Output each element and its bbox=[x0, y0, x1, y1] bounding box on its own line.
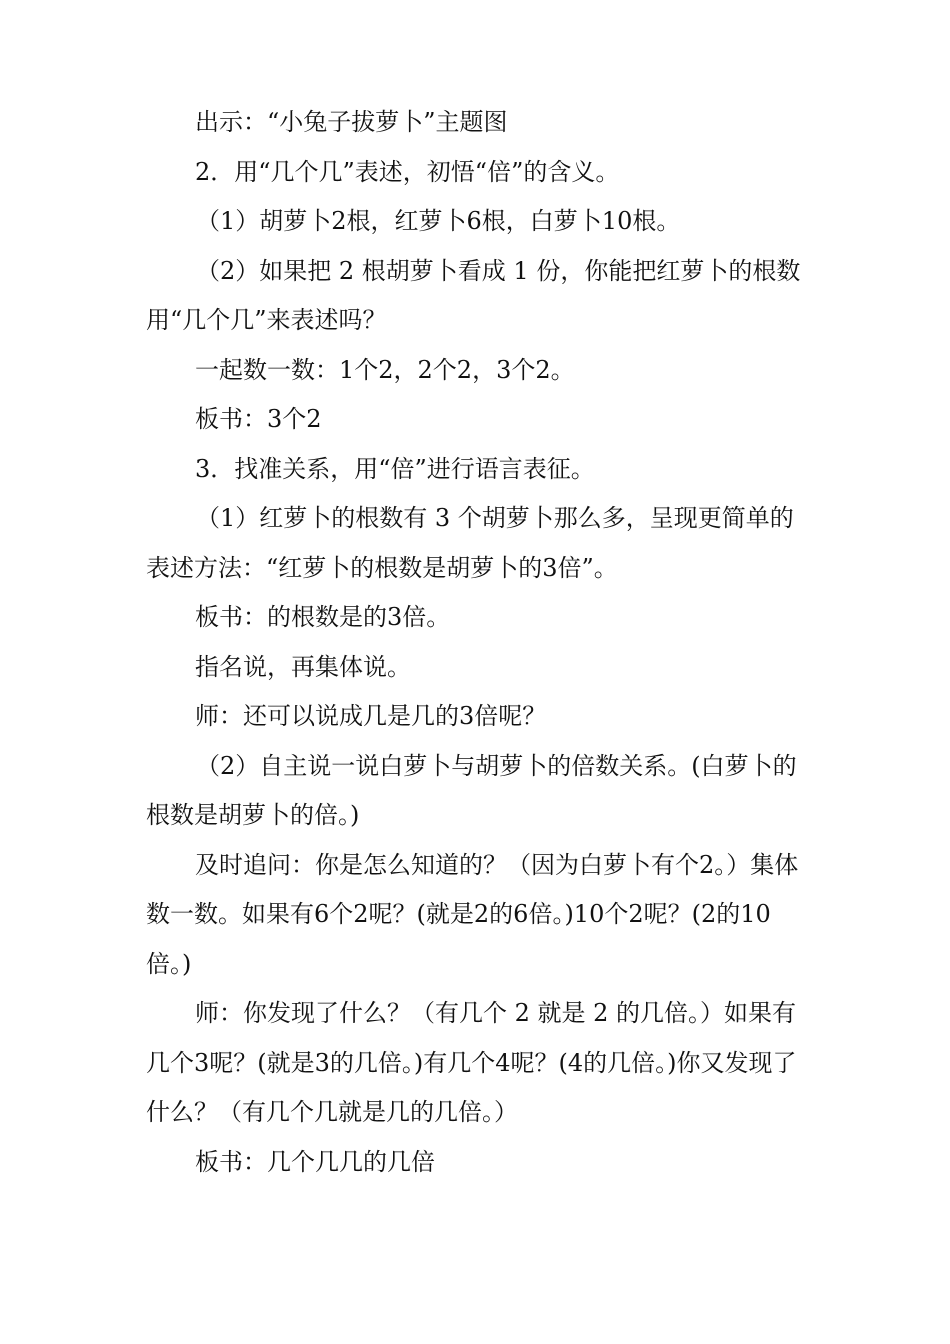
paragraph-question-1: （2）如果把 2 根胡萝卜看成 1 份，你能把红萝卜的根数用“几个几”来表述吗？ bbox=[146, 256, 801, 334]
paragraph-section-2-heading: 2．用“几个几”表述，初悟“倍”的含义。 bbox=[195, 157, 620, 186]
paragraph-red-carrot-relation: （1）红萝卜的根数有 3 个胡萝卜那么多，呈现更简单的表述方法：“红萝卜的根数是胡萝卜的3倍”。 bbox=[146, 504, 794, 582]
paragraph-teacher-discovery: 师：你发现了什么？（有几个 2 就是 2 的几倍。）如果有几个3呢？(就是3的几倍。)有几个4呢？(4的几倍。)你又发现了什么？（有几个几就是几的几倍。） bbox=[146, 999, 797, 1126]
paragraph-white-carrot-relation: （2）自主说一说白萝卜与胡萝卜的倍数关系。(白萝卜的根数是胡萝卜的倍。) bbox=[146, 751, 797, 829]
document-page bbox=[146, 98, 814, 1187]
paragraph-show-theme-image: 出示：“小兔子拔萝卜”主题图 bbox=[195, 108, 508, 136]
paragraph-teacher-question-1: 师：还可以说成几是几的3倍呢？ bbox=[195, 702, 547, 730]
paragraph-follow-up: 及时追问：你是怎么知道的？（因为白萝卜有个2。）集体数一数。如果有6个2呢？(就是2的6倍。)10个2呢？(2的10倍。) bbox=[146, 850, 799, 978]
paragraph-name-say: 指名说，再集体说。 bbox=[195, 652, 411, 681]
paragraph-carrot-counts: （1）胡萝卜2根，红萝卜6根，白萝卜10根。 bbox=[196, 207, 681, 235]
paragraph-board-summary: 板书：几个几几的几倍 bbox=[195, 1147, 435, 1176]
paragraph-board-3-twos: 板书：3个2 bbox=[195, 405, 322, 433]
paragraph-section-3-heading: 3．找准关系，用“倍”进行语言表征。 bbox=[195, 454, 595, 483]
paragraph-count-together: 一起数一数：1个2，2个2，3个2。 bbox=[195, 355, 575, 384]
paragraph-board-3-times: 板书：的根数是的3倍。 bbox=[195, 603, 451, 631]
